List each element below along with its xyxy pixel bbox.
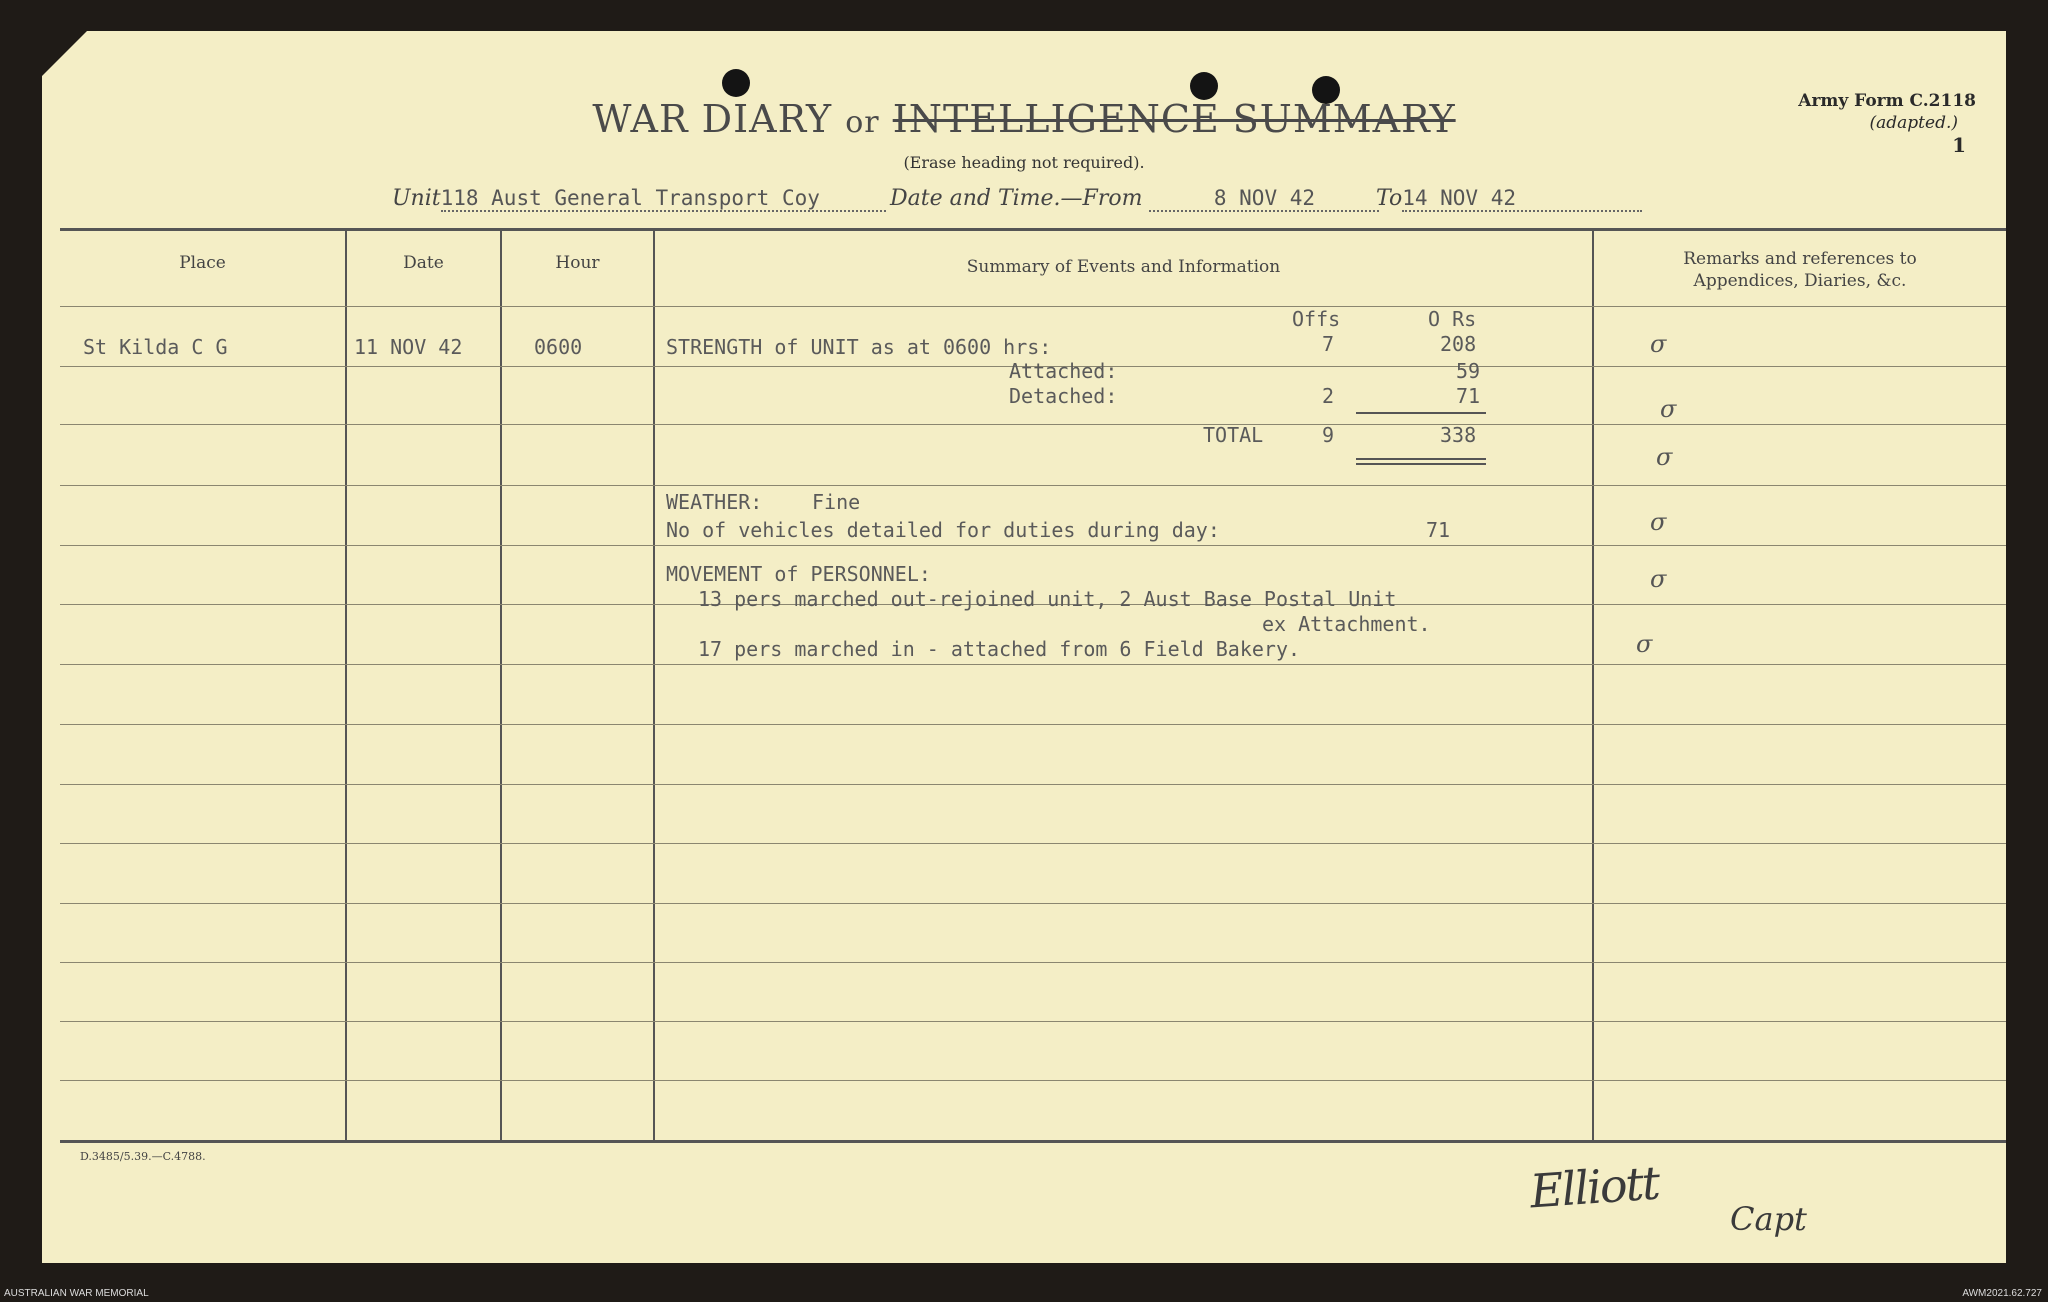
strength-ors: 208 xyxy=(1440,332,1477,356)
table-top-rule xyxy=(60,228,2006,231)
movement-label: MOVEMENT of PERSONNEL: xyxy=(666,562,931,586)
initials-mark-icon: σ xyxy=(1650,508,1667,536)
initials-mark-icon: σ xyxy=(1660,395,1677,423)
army-form-number: Army Form C.2118 xyxy=(1798,91,1976,111)
movement-line1: 13 pers marched out-rejoined unit, 2 Aust Base Postal Unit xyxy=(698,587,1397,611)
footer-left: AUSTRALIAN WAR MEMORIAL xyxy=(4,1288,149,1299)
detached-label: Detached: xyxy=(1009,384,1118,408)
total-offs: 9 xyxy=(1322,423,1335,447)
entry-hour: 0600 xyxy=(534,335,583,359)
col-header-remarks xyxy=(1594,248,2006,292)
row-line xyxy=(60,1080,2006,1081)
from-value: 8 NOV 42 xyxy=(1149,186,1379,212)
title-or: or xyxy=(845,105,880,140)
detached-offs: 2 xyxy=(1322,384,1335,408)
datetime-label: Date and Time.—From xyxy=(890,186,1143,211)
date-line xyxy=(890,186,1379,212)
header-row-line xyxy=(60,306,2006,307)
row-line xyxy=(60,545,2006,546)
vehicles-value: 71 xyxy=(1426,518,1451,542)
page-mark: 1 xyxy=(1952,133,1966,157)
row-line xyxy=(60,724,2006,725)
attached-ors: 59 xyxy=(1456,359,1481,383)
remarks-header-line1: Remarks and references to xyxy=(1683,249,1917,269)
signature-rank: Capt xyxy=(1730,1200,1807,1238)
entry-place: St Kilda C G xyxy=(83,335,228,359)
army-form-label xyxy=(1798,90,1976,156)
weather-value: Fine xyxy=(812,490,861,514)
detached-ors: 71 xyxy=(1456,384,1481,408)
footer-right: AWM2021.62.727 xyxy=(1962,1288,2042,1299)
initials-mark-icon: σ xyxy=(1656,443,1673,471)
col-header-hour: Hour xyxy=(555,253,600,273)
weather-label: WEATHER: xyxy=(666,490,763,514)
to-value: 14 NOV 42 xyxy=(1402,186,1642,212)
signature: Elliott xyxy=(1528,1155,1661,1219)
total-double-rule xyxy=(1356,463,1486,465)
ors-header: O Rs xyxy=(1428,307,1477,331)
to-label: To xyxy=(1376,186,1403,211)
row-line xyxy=(60,843,2006,844)
vehicles-text: No of vehicles detailed for duties during day: xyxy=(666,518,1220,542)
entry-date: 11 NOV 42 xyxy=(354,335,463,359)
total-label: TOTAL xyxy=(1203,423,1264,447)
punch-hole xyxy=(722,69,750,97)
unit-label: Unit xyxy=(392,186,441,211)
row-line xyxy=(60,1021,2006,1022)
punch-hole xyxy=(1190,72,1218,100)
offs-header: Offs xyxy=(1292,307,1341,331)
erase-note: (Erase heading not required). xyxy=(903,153,1145,172)
col-header-place: Place xyxy=(179,253,226,273)
strength-offs: 7 xyxy=(1322,332,1335,356)
army-form-sub: (adapted.) xyxy=(1869,113,1958,133)
table-bottom-rule xyxy=(60,1140,2006,1143)
initials-mark-icon: σ xyxy=(1650,330,1667,358)
movement-line3: 17 pers marched in - attached from 6 Field Bakery. xyxy=(698,637,1301,661)
total-double-rule xyxy=(1356,458,1486,460)
page-title xyxy=(0,97,2048,141)
row-line xyxy=(60,962,2006,963)
row-line xyxy=(60,485,2006,486)
col-header-summary: Summary of Events and Information xyxy=(966,257,1281,277)
subtotal-rule xyxy=(1356,412,1486,414)
attached-label: Attached: xyxy=(1009,359,1118,383)
initials-mark-icon: σ xyxy=(1650,565,1667,593)
form-number: D.3485/5.39.—C.4788. xyxy=(80,1150,206,1163)
col-header-date: Date xyxy=(403,253,444,273)
total-ors: 338 xyxy=(1440,423,1477,447)
movement-line2: ex Attachment. xyxy=(1262,612,1431,636)
row-line xyxy=(60,784,2006,785)
row-line xyxy=(60,424,2006,425)
remarks-header-line2: Appendices, Diaries, &c. xyxy=(1693,271,1907,291)
strength-label: STRENGTH of UNIT as at 0600 hrs: xyxy=(666,335,1052,359)
to-line xyxy=(1376,186,1642,212)
row-line xyxy=(60,664,2006,665)
unit-value: 118 Aust General Transport Coy xyxy=(441,186,886,212)
title-struck: INTELLIGENCE SUMMARY xyxy=(892,97,1456,141)
initials-mark-icon: σ xyxy=(1636,630,1653,658)
row-line xyxy=(60,903,2006,904)
title-war-diary: WAR DIARY xyxy=(592,97,833,141)
unit-line xyxy=(392,186,886,212)
